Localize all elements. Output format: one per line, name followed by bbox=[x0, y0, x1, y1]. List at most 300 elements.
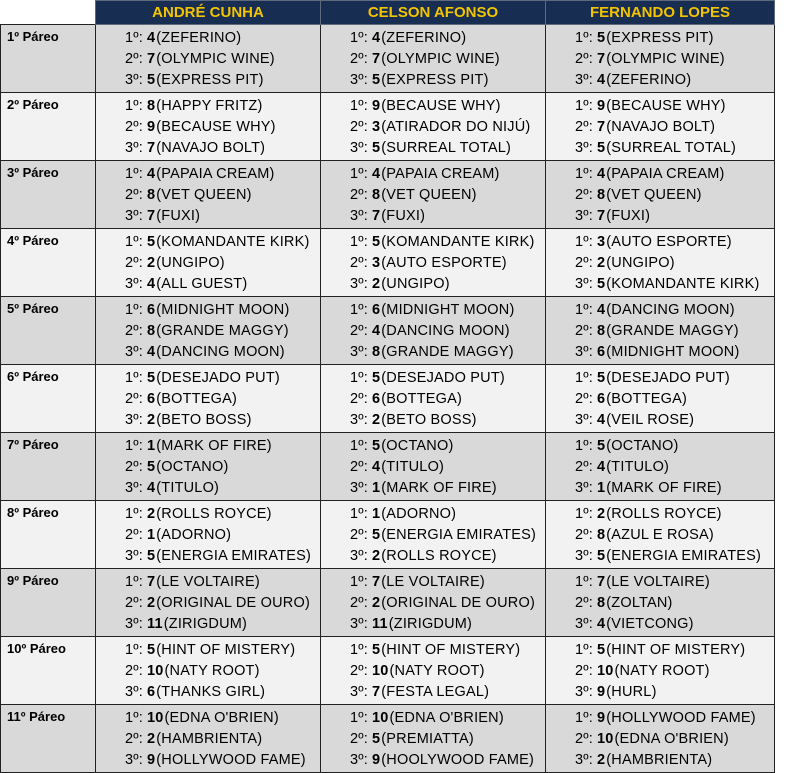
pick-position: 2º: bbox=[125, 458, 143, 475]
horse-number: 9 bbox=[597, 709, 606, 726]
pick-position: 3º: bbox=[350, 683, 368, 700]
horse-number: 9 bbox=[597, 683, 606, 700]
horse-number: 10 bbox=[597, 730, 614, 747]
horse-number: 5 bbox=[147, 233, 156, 250]
pick-cell-fernando-lopes bbox=[546, 93, 775, 161]
pick-line bbox=[546, 749, 774, 770]
horse-number: 4 bbox=[597, 301, 606, 318]
pick-cell-celson-afonso bbox=[321, 25, 546, 93]
pick-line bbox=[321, 524, 545, 545]
horse-name: (BOTTEGA) bbox=[381, 390, 463, 407]
race-row bbox=[1, 297, 775, 365]
horse-name: (OLYMPIC WINE) bbox=[381, 50, 500, 67]
horse-name: (GRANDE MAGGY) bbox=[156, 322, 289, 339]
pick-position: 1º: bbox=[575, 97, 593, 114]
pick-line bbox=[546, 613, 774, 634]
pick-line bbox=[321, 252, 545, 273]
pick-line bbox=[546, 571, 774, 592]
race-label: 7º Páreo bbox=[1, 433, 96, 501]
horse-number: 2 bbox=[147, 594, 156, 611]
horse-number: 4 bbox=[147, 479, 156, 496]
pick-line bbox=[96, 409, 320, 430]
horse-name: (ENERGIA EMIRATES) bbox=[606, 547, 762, 564]
horse-name: (LE VOLTAIRE) bbox=[606, 573, 710, 590]
pick-line bbox=[546, 681, 774, 702]
pick-cell-celson-afonso bbox=[321, 229, 546, 297]
pick-position: 3º: bbox=[575, 615, 593, 632]
pick-line bbox=[546, 48, 774, 69]
pick-cell-fernando-lopes bbox=[546, 365, 775, 433]
horse-name: (EDNA O'BRIEN) bbox=[164, 709, 279, 726]
pick-position: 3º: bbox=[350, 71, 368, 88]
horse-name: (NATY ROOT) bbox=[389, 662, 485, 679]
pick-position: 3º: bbox=[125, 615, 143, 632]
pick-cell-celson-afonso bbox=[321, 705, 546, 773]
horse-name: (KOMANDANTE KIRK) bbox=[156, 233, 310, 250]
horse-number: 4 bbox=[597, 458, 606, 475]
horse-name: (UNGIPO) bbox=[606, 254, 675, 271]
pick-position: 3º: bbox=[350, 547, 368, 564]
pick-position: 1º: bbox=[125, 573, 143, 590]
horse-number: 3 bbox=[372, 254, 381, 271]
horse-name: (DESEJADO PUT) bbox=[606, 369, 730, 386]
pick-line bbox=[321, 27, 545, 48]
pick-line bbox=[321, 163, 545, 184]
horse-name: (TITULO) bbox=[381, 458, 445, 475]
pick-position: 3º: bbox=[575, 275, 593, 292]
horse-name: (EXPRESS PIT) bbox=[381, 71, 489, 88]
pick-line bbox=[321, 205, 545, 226]
pick-position: 1º: bbox=[125, 233, 143, 250]
horse-name: (AUTO ESPORTE) bbox=[606, 233, 732, 250]
pick-line bbox=[96, 27, 320, 48]
header-corner bbox=[1, 1, 96, 25]
horse-number: 5 bbox=[597, 369, 606, 386]
horse-number: 8 bbox=[372, 186, 381, 203]
pick-line bbox=[96, 524, 320, 545]
pick-position: 1º: bbox=[350, 505, 368, 522]
horse-number: 2 bbox=[147, 505, 156, 522]
horse-name: (ENERGIA EMIRATES) bbox=[156, 547, 312, 564]
pick-line bbox=[321, 367, 545, 388]
horse-number: 7 bbox=[147, 139, 156, 156]
pick-position: 2º: bbox=[575, 458, 593, 475]
pick-line bbox=[546, 477, 774, 498]
pick-cell-andre-cunha bbox=[96, 93, 321, 161]
pick-position: 1º: bbox=[575, 709, 593, 726]
pick-cell-andre-cunha bbox=[96, 297, 321, 365]
pick-position: 2º: bbox=[350, 322, 368, 339]
horse-name: (FUXI) bbox=[381, 207, 426, 224]
race-label: 6º Páreo bbox=[1, 365, 96, 433]
pick-line bbox=[321, 707, 545, 728]
horse-number: 2 bbox=[147, 730, 156, 747]
race-row bbox=[1, 25, 775, 93]
horse-name: (VET QUEEN) bbox=[606, 186, 702, 203]
pick-position: 3º: bbox=[350, 411, 368, 428]
horse-name: (DESEJADO PUT) bbox=[156, 369, 280, 386]
horse-number: 7 bbox=[597, 573, 606, 590]
pick-position: 3º: bbox=[575, 479, 593, 496]
horse-number: 7 bbox=[372, 207, 381, 224]
horse-number: 7 bbox=[597, 118, 606, 135]
pick-line bbox=[321, 388, 545, 409]
horse-name: (NATY ROOT) bbox=[614, 662, 710, 679]
pick-line bbox=[96, 299, 320, 320]
pick-position: 3º: bbox=[350, 751, 368, 768]
pick-line bbox=[96, 367, 320, 388]
pick-position: 1º: bbox=[350, 97, 368, 114]
pick-position: 3º: bbox=[575, 547, 593, 564]
horse-number: 5 bbox=[147, 458, 156, 475]
pick-line bbox=[321, 116, 545, 137]
pick-position: 2º: bbox=[575, 526, 593, 543]
pick-position: 2º: bbox=[350, 50, 368, 67]
horse-number: 7 bbox=[597, 50, 606, 67]
pick-position: 2º: bbox=[350, 390, 368, 407]
pick-position: 3º: bbox=[575, 683, 593, 700]
horse-number: 5 bbox=[597, 29, 606, 46]
race-row bbox=[1, 93, 775, 161]
horse-number: 9 bbox=[372, 751, 381, 768]
pick-cell-andre-cunha bbox=[96, 365, 321, 433]
pick-line bbox=[321, 592, 545, 613]
horse-name: (EDNA O'BRIEN) bbox=[614, 730, 729, 747]
pick-cell-celson-afonso bbox=[321, 433, 546, 501]
pick-position: 1º: bbox=[350, 709, 368, 726]
pick-position: 1º: bbox=[575, 233, 593, 250]
pick-line bbox=[321, 571, 545, 592]
pick-cell-celson-afonso bbox=[321, 569, 546, 637]
pick-position: 1º: bbox=[125, 505, 143, 522]
pick-position: 3º: bbox=[125, 343, 143, 360]
pick-position: 3º: bbox=[575, 411, 593, 428]
horse-name: (ROLLS ROYCE) bbox=[381, 547, 497, 564]
horse-number: 5 bbox=[597, 641, 606, 658]
pick-position: 3º: bbox=[575, 751, 593, 768]
horse-number: 9 bbox=[147, 118, 156, 135]
pick-line bbox=[546, 503, 774, 524]
horse-number: 7 bbox=[372, 683, 381, 700]
horse-number: 4 bbox=[372, 458, 381, 475]
pick-position: 3º: bbox=[125, 275, 143, 292]
horse-number: 2 bbox=[597, 505, 606, 522]
horse-number: 4 bbox=[597, 165, 606, 182]
horse-number: 1 bbox=[372, 479, 381, 496]
pick-position: 1º: bbox=[575, 369, 593, 386]
pick-line bbox=[546, 299, 774, 320]
pick-line bbox=[321, 681, 545, 702]
pick-position: 1º: bbox=[125, 437, 143, 454]
race-label: 5º Páreo bbox=[1, 297, 96, 365]
pick-cell-celson-afonso bbox=[321, 161, 546, 229]
horse-number: 2 bbox=[372, 411, 381, 428]
pick-line bbox=[321, 320, 545, 341]
pick-position: 1º: bbox=[125, 641, 143, 658]
pick-line bbox=[96, 48, 320, 69]
pick-position: 2º: bbox=[350, 526, 368, 543]
horse-number: 5 bbox=[147, 71, 156, 88]
horse-number: 5 bbox=[372, 71, 381, 88]
horse-number: 5 bbox=[372, 730, 381, 747]
pick-line bbox=[96, 69, 320, 90]
pick-line bbox=[96, 728, 320, 749]
horse-name: (MARK OF FIRE) bbox=[381, 479, 497, 496]
pick-line bbox=[546, 409, 774, 430]
horse-name: (BETO BOSS) bbox=[381, 411, 477, 428]
pick-position: 1º: bbox=[575, 301, 593, 318]
horse-number: 4 bbox=[597, 615, 606, 632]
horse-number: 2 bbox=[147, 411, 156, 428]
pick-line bbox=[96, 273, 320, 294]
pick-position: 3º: bbox=[125, 139, 143, 156]
pick-cell-andre-cunha bbox=[96, 229, 321, 297]
horse-number: 6 bbox=[372, 390, 381, 407]
horse-number: 5 bbox=[372, 369, 381, 386]
header-fernando-lopes: FERNANDO LOPES bbox=[546, 1, 775, 25]
horse-number: 5 bbox=[597, 547, 606, 564]
pick-line bbox=[546, 273, 774, 294]
pick-position: 1º: bbox=[575, 641, 593, 658]
pick-cell-andre-cunha bbox=[96, 705, 321, 773]
header-celson-afonso: CELSON AFONSO bbox=[321, 1, 546, 25]
horse-name: (KOMANDANTE KIRK) bbox=[381, 233, 535, 250]
pick-line bbox=[96, 707, 320, 728]
pick-cell-fernando-lopes bbox=[546, 25, 775, 93]
pick-line bbox=[96, 639, 320, 660]
horse-name: (UNGIPO) bbox=[381, 275, 450, 292]
horse-name: (HINT OF MISTERY) bbox=[381, 641, 521, 658]
horse-name: (ADORNO) bbox=[381, 505, 457, 522]
pick-position: 1º: bbox=[350, 369, 368, 386]
horse-number: 2 bbox=[372, 275, 381, 292]
pick-cell-andre-cunha bbox=[96, 161, 321, 229]
pick-position: 1º: bbox=[125, 369, 143, 386]
horse-number: 8 bbox=[597, 322, 606, 339]
horse-number: 4 bbox=[372, 29, 381, 46]
pick-line bbox=[321, 456, 545, 477]
pick-position: 2º: bbox=[350, 730, 368, 747]
horse-name: (ROLLS ROYCE) bbox=[156, 505, 272, 522]
horse-name: (PAPAIA CREAM) bbox=[381, 165, 500, 182]
pick-position: 1º: bbox=[350, 165, 368, 182]
pick-position: 1º: bbox=[575, 437, 593, 454]
pick-line bbox=[321, 95, 545, 116]
pick-cell-fernando-lopes bbox=[546, 569, 775, 637]
horse-name: (ZIRIGDUM) bbox=[388, 615, 473, 632]
pick-line bbox=[546, 205, 774, 226]
horse-name: (HINT OF MISTERY) bbox=[606, 641, 746, 658]
horse-number: 10 bbox=[147, 662, 164, 679]
horse-name: (DANCING MOON) bbox=[381, 322, 510, 339]
pick-cell-fernando-lopes bbox=[546, 501, 775, 569]
horse-name: (LE VOLTAIRE) bbox=[156, 573, 260, 590]
horse-number: 5 bbox=[597, 275, 606, 292]
horse-name: (BECAUSE WHY) bbox=[606, 97, 726, 114]
horse-number: 8 bbox=[597, 186, 606, 203]
race-label: 8º Páreo bbox=[1, 501, 96, 569]
pick-line bbox=[96, 592, 320, 613]
horse-name: (MARK OF FIRE) bbox=[156, 437, 272, 454]
horse-number: 10 bbox=[147, 709, 164, 726]
pick-position: 2º: bbox=[125, 662, 143, 679]
horse-name: (PAPAIA CREAM) bbox=[606, 165, 725, 182]
race-row bbox=[1, 569, 775, 637]
pick-position: 2º: bbox=[575, 730, 593, 747]
race-row bbox=[1, 433, 775, 501]
horse-name: (ROLLS ROYCE) bbox=[606, 505, 722, 522]
pick-line bbox=[546, 69, 774, 90]
horse-name: (HOLLYWOOD FAME) bbox=[606, 709, 756, 726]
pick-cell-celson-afonso bbox=[321, 93, 546, 161]
race-row bbox=[1, 229, 775, 297]
pick-position: 2º: bbox=[350, 662, 368, 679]
horse-number: 9 bbox=[372, 97, 381, 114]
pick-line bbox=[546, 367, 774, 388]
pick-line bbox=[96, 681, 320, 702]
pick-position: 3º: bbox=[575, 207, 593, 224]
pick-position: 3º: bbox=[125, 71, 143, 88]
horse-name: (UNGIPO) bbox=[156, 254, 225, 271]
pick-line bbox=[96, 749, 320, 770]
horse-number: 4 bbox=[147, 343, 156, 360]
horse-name: (BOTTEGA) bbox=[156, 390, 238, 407]
pick-position: 1º: bbox=[350, 437, 368, 454]
horse-number: 4 bbox=[597, 71, 606, 88]
pick-line bbox=[321, 639, 545, 660]
pick-position: 2º: bbox=[575, 186, 593, 203]
pick-line bbox=[546, 137, 774, 158]
race-label: 3º Páreo bbox=[1, 161, 96, 229]
pick-position: 2º: bbox=[350, 594, 368, 611]
pick-line bbox=[546, 660, 774, 681]
pick-position: 3º: bbox=[125, 479, 143, 496]
pick-position: 3º: bbox=[125, 547, 143, 564]
pick-line bbox=[546, 545, 774, 566]
pick-position: 2º: bbox=[125, 730, 143, 747]
pick-cell-andre-cunha bbox=[96, 637, 321, 705]
pick-position: 2º: bbox=[575, 50, 593, 67]
pick-line bbox=[546, 388, 774, 409]
pick-cell-fernando-lopes bbox=[546, 433, 775, 501]
race-row bbox=[1, 501, 775, 569]
pick-position: 3º: bbox=[350, 275, 368, 292]
race-label: 2º Páreo bbox=[1, 93, 96, 161]
horse-number: 7 bbox=[147, 50, 156, 67]
horse-number: 8 bbox=[597, 526, 606, 543]
pick-line bbox=[546, 728, 774, 749]
pick-position: 2º: bbox=[350, 118, 368, 135]
pick-position: 2º: bbox=[575, 118, 593, 135]
pick-position: 2º: bbox=[125, 526, 143, 543]
pick-position: 3º: bbox=[350, 207, 368, 224]
horse-name: (VIETCONG) bbox=[606, 615, 694, 632]
horse-name: (DANCING MOON) bbox=[156, 343, 285, 360]
pick-line bbox=[96, 660, 320, 681]
pick-line bbox=[546, 320, 774, 341]
horse-name: (OCTANO) bbox=[156, 458, 229, 475]
pick-line bbox=[96, 95, 320, 116]
pick-line bbox=[321, 341, 545, 362]
horse-name: (ZEFERINO) bbox=[381, 29, 467, 46]
horse-name: (OLYMPIC WINE) bbox=[156, 50, 275, 67]
horse-name: (HINT OF MISTERY) bbox=[156, 641, 296, 658]
pick-position: 1º: bbox=[350, 641, 368, 658]
horse-name: (EXPRESS PIT) bbox=[606, 29, 714, 46]
pick-line bbox=[546, 341, 774, 362]
horse-name: (GRANDE MAGGY) bbox=[381, 343, 514, 360]
pick-position: 3º: bbox=[350, 615, 368, 632]
pick-line bbox=[546, 524, 774, 545]
horse-name: (NAVAJO BOLT) bbox=[156, 139, 266, 156]
pick-line bbox=[546, 116, 774, 137]
horse-number: 11 bbox=[147, 615, 163, 632]
horse-name: (PAPAIA CREAM) bbox=[156, 165, 275, 182]
pick-position: 1º: bbox=[125, 165, 143, 182]
pick-position: 2º: bbox=[575, 662, 593, 679]
pick-line bbox=[546, 27, 774, 48]
horse-name: (FESTA LEGAL) bbox=[381, 683, 490, 700]
horse-number: 8 bbox=[147, 186, 156, 203]
pick-line bbox=[321, 545, 545, 566]
pick-cell-fernando-lopes bbox=[546, 297, 775, 365]
pick-cell-celson-afonso bbox=[321, 501, 546, 569]
horse-name: (VET QUEEN) bbox=[381, 186, 477, 203]
race-label: 1º Páreo bbox=[1, 25, 96, 93]
pick-line bbox=[96, 613, 320, 634]
horse-name: (THANKS GIRL) bbox=[156, 683, 266, 700]
pick-line bbox=[96, 116, 320, 137]
pick-line bbox=[96, 184, 320, 205]
pick-position: 2º: bbox=[575, 594, 593, 611]
race-row bbox=[1, 705, 775, 773]
pick-line bbox=[96, 252, 320, 273]
pick-cell-fernando-lopes bbox=[546, 705, 775, 773]
horse-name: (NATY ROOT) bbox=[164, 662, 260, 679]
horse-number: 6 bbox=[147, 301, 156, 318]
horse-number: 5 bbox=[372, 139, 381, 156]
horse-number: 5 bbox=[597, 139, 606, 156]
pick-cell-andre-cunha bbox=[96, 569, 321, 637]
race-row bbox=[1, 365, 775, 433]
header-andre-cunha: ANDRÉ CUNHA bbox=[96, 1, 321, 25]
header-row bbox=[1, 1, 775, 25]
pick-position: 2º: bbox=[575, 322, 593, 339]
horse-name: (TITULO) bbox=[156, 479, 220, 496]
pick-position: 1º: bbox=[575, 573, 593, 590]
horse-number: 5 bbox=[372, 233, 381, 250]
pick-position: 3º: bbox=[125, 683, 143, 700]
horse-number: 6 bbox=[372, 301, 381, 318]
horse-name: (AUTO ESPORTE) bbox=[381, 254, 507, 271]
horse-number: 4 bbox=[597, 411, 606, 428]
pick-cell-celson-afonso bbox=[321, 365, 546, 433]
pick-position: 3º: bbox=[125, 751, 143, 768]
horse-name: (HAMBRIENTA) bbox=[606, 751, 713, 768]
horse-number: 5 bbox=[372, 526, 381, 543]
horse-number: 7 bbox=[147, 207, 156, 224]
pick-line bbox=[321, 503, 545, 524]
pick-line bbox=[321, 660, 545, 681]
horse-number: 5 bbox=[372, 437, 381, 454]
pick-cell-andre-cunha bbox=[96, 433, 321, 501]
horse-name: (DESEJADO PUT) bbox=[381, 369, 505, 386]
horse-name: (MARK OF FIRE) bbox=[606, 479, 722, 496]
horse-number: 8 bbox=[147, 322, 156, 339]
horse-name: (DANCING MOON) bbox=[606, 301, 735, 318]
pick-position: 1º: bbox=[125, 29, 143, 46]
horse-name: (SURREAL TOTAL) bbox=[606, 139, 737, 156]
